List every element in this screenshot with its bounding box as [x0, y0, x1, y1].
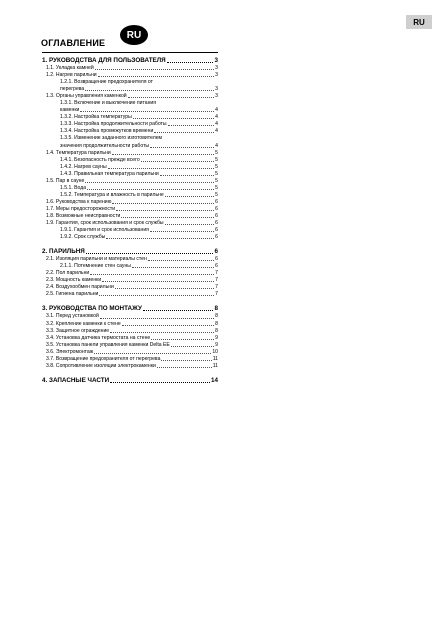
toc-page-number: 6 [215, 227, 218, 234]
dot-leader [133, 118, 214, 119]
toc-entry [42, 335, 218, 342]
toc-page-number: 3 [214, 57, 218, 64]
toc-page-number: 4 [215, 121, 218, 128]
toc-entry-title: 1.3.2. Настройка температуры [60, 114, 132, 121]
toc-page-number: 6 [214, 248, 218, 256]
toc-entry [42, 164, 218, 171]
toc-entry-title: 3.4. Установка датчика термостата на стене [46, 334, 151, 341]
dot-leader [161, 360, 211, 361]
toc-entry [42, 72, 218, 79]
toc-entry [42, 342, 218, 349]
toc-entry [42, 291, 218, 298]
dot-leader [150, 231, 214, 232]
toc-entry [42, 356, 218, 363]
table-of-contents [42, 52, 218, 385]
dot-leader [85, 182, 214, 183]
toc-entry-title: 1.9. Гарантия, срок использования и срок службы [46, 220, 164, 227]
toc-page-number: 8 [214, 305, 218, 313]
toc-entry-title: 1.5.2. Температура и влажность в парильне [60, 191, 164, 198]
toc-page-number: 6 [215, 234, 218, 241]
dot-leader [80, 111, 214, 112]
dot-leader [86, 253, 214, 254]
toc-entry-title: 1.4.3. Правильная температура парильни [60, 170, 159, 177]
toc-page-number: 5 [215, 163, 218, 170]
toc-page-number: 3 [215, 72, 218, 79]
dot-leader [102, 281, 214, 282]
dot-leader [154, 132, 214, 133]
page-title: ОГЛАВЛЕНИЕ [41, 38, 106, 48]
toc-entry-title: 1.3.3. Настройка продолжительности работы [60, 121, 167, 128]
toc-section-entry [42, 247, 218, 256]
toc-entry [42, 128, 218, 135]
toc-entry [42, 79, 218, 86]
toc-entry-title: 1.4.1. Безопасность прежде всего [60, 156, 140, 163]
toc-entry [42, 284, 218, 291]
toc-page-number: 5 [215, 191, 218, 198]
toc-entry-title: 1.2. Нагрев парильни [46, 72, 97, 79]
toc-page-number: 4 [215, 142, 218, 149]
toc-entry [42, 234, 218, 241]
dot-leader [115, 288, 214, 289]
toc-entry [42, 150, 218, 157]
toc-page-number: 7 [215, 277, 218, 284]
toc-entry-title: 3. РУКОВОДСТВА ПО МОНТАЖУ [42, 305, 142, 313]
toc-page-number: 4 [215, 107, 218, 114]
toc-page-number: 5 [215, 184, 218, 191]
toc-page-number: 11 [212, 355, 218, 362]
toc-page-number: 5 [215, 149, 218, 156]
toc-entry-title: 3.8. Сопротивление изоляции электрокаменки [46, 362, 156, 369]
toc-page-number: 5 [215, 170, 218, 177]
toc-entry-title: 1.5.1. Вода [60, 184, 87, 191]
toc-entry [42, 349, 218, 356]
toc-entry [42, 185, 218, 192]
dot-leader [94, 353, 211, 354]
toc-entry [42, 93, 218, 100]
toc-entry-title: 3.3. Защитное ограждение [46, 327, 110, 334]
toc-page-number: 4 [215, 128, 218, 135]
toc-entry [42, 135, 218, 142]
dot-leader [143, 310, 214, 311]
toc-page-number: 11 [212, 362, 218, 369]
toc-entry-title: 1.1. Укладка камней [46, 65, 94, 71]
toc-page-number: 8 [215, 313, 218, 320]
toc-entry-title: 2.1.1. Потемнение стен сауны [60, 263, 131, 270]
toc-entry [42, 213, 218, 220]
dot-leader [167, 62, 214, 63]
toc-section-entry [42, 376, 218, 385]
dot-leader [87, 189, 214, 190]
dot-leader [108, 168, 214, 169]
toc-entry-title: 1.4.2. Нагрев сауны [60, 163, 107, 170]
dot-leader [148, 260, 214, 261]
toc-page-number: 7 [215, 291, 218, 298]
toc-entry-title: 3.2. Крепление каменки к стене [46, 320, 121, 327]
toc-entry-title: 1.4. Температура парильни [46, 149, 111, 156]
toc-page-number: 9 [215, 334, 218, 341]
toc-page-number: 3 [215, 65, 218, 71]
toc-entry [42, 220, 218, 227]
toc-page-number: 14 [210, 376, 218, 384]
toc-entry-title: 1.9.2. Срок службы [60, 234, 106, 241]
toc-entry-title: 3.6. Электромонтаж [46, 348, 94, 355]
toc-page-number: 10 [212, 348, 218, 355]
toc-page-number: 5 [215, 156, 218, 163]
toc-entry [42, 256, 218, 263]
toc-entry-title: каменки [60, 107, 80, 114]
title-divider [42, 52, 218, 53]
dot-leader [112, 203, 214, 204]
toc-entry [42, 270, 218, 277]
toc-page-number: 6 [215, 212, 218, 219]
toc-page-number: 3 [215, 93, 218, 100]
toc-entry-title: 1.8. Возможные неисправности [46, 212, 121, 219]
toc-entry-title: 1.6. Руководства к парению [46, 198, 112, 205]
language-badge: RU [120, 25, 148, 45]
toc-entry-title: 1.7. Меры предосторожности [46, 205, 116, 212]
toc-entry-title: 2.3. Мощность каменки [46, 277, 102, 284]
dot-leader [168, 125, 215, 126]
toc-page-number: 6 [215, 263, 218, 270]
dot-leader [116, 210, 214, 211]
dot-leader [110, 332, 214, 333]
dot-leader [110, 382, 210, 383]
toc-entry [42, 321, 218, 328]
toc-entry [42, 277, 218, 284]
dot-leader [100, 318, 214, 319]
toc-entry [42, 263, 218, 270]
toc-entry-title: 1.3.4. Настройка промежутков времени [60, 128, 154, 135]
dot-leader [90, 274, 214, 275]
dot-leader [157, 367, 212, 368]
toc-entry-title: 1.2.1. Возвращение предохранителя от [60, 79, 153, 86]
toc-entry-title: 2.4. Воздухообмен парильни [46, 284, 114, 291]
toc-entry-title: 1.3.5. Изменение заданного изготовителем [60, 135, 163, 142]
toc-entry-title: 2.1. Изоляция парильни и материалы стен [46, 256, 147, 263]
toc-page-number: 6 [215, 198, 218, 205]
toc-section-entry [42, 56, 218, 65]
toc-entry-title: 3.7. Возвращение предохранителя от перегрева [46, 355, 161, 362]
toc-entry-title: 3.1. Перед установкой [46, 313, 99, 320]
toc-entry-title: значения продолжительности работы [60, 142, 150, 149]
toc-page-number: 8 [215, 327, 218, 334]
toc-page-number: 5 [215, 177, 218, 184]
toc-page-number: 6 [215, 220, 218, 227]
dot-leader [128, 97, 214, 98]
language-code-corner: RU [406, 15, 432, 29]
dot-leader [141, 161, 214, 162]
toc-page-number: 6 [215, 205, 218, 212]
toc-page-number: 9 [215, 341, 218, 348]
toc-entry-title: 1.9.1. Гарантия и срок использования [60, 227, 149, 234]
toc-entry-title: 1. РУКОВОДСТВА ДЛЯ ПОЛЬЗОВАТЕЛЯ [42, 57, 166, 64]
dot-leader [150, 147, 214, 148]
dot-leader [98, 76, 215, 77]
toc-entry [42, 206, 218, 213]
toc-entry [42, 157, 218, 164]
toc-entry [42, 143, 218, 150]
dot-leader [85, 90, 214, 91]
toc-page-number: 8 [215, 320, 218, 327]
toc-entry-title: 3.5. Установка панели управления каменки Delta EE [46, 341, 170, 348]
toc-entry [42, 65, 218, 72]
dot-leader [165, 224, 215, 225]
toc-entry-title: 2.2. Пол парильни [46, 270, 90, 277]
toc-entry-title: 1.3. Органы управления каменкой [46, 93, 127, 100]
toc-entry-title: 1.5. Пар в сауне [46, 177, 85, 184]
toc-entry [42, 313, 218, 320]
toc-entry-title: перегрева [60, 86, 85, 93]
toc-entry [42, 227, 218, 234]
dot-leader [106, 238, 214, 239]
dot-leader [160, 175, 214, 176]
toc-entry [42, 171, 218, 178]
dot-leader [112, 154, 214, 155]
toc-entry [42, 192, 218, 199]
toc-page-number: 7 [215, 284, 218, 291]
dot-leader [165, 196, 214, 197]
toc-entry [42, 328, 218, 335]
dot-leader [151, 339, 214, 340]
toc-entry-title: 2.5. Гигиена парильни [46, 291, 99, 298]
toc-page-number: 7 [215, 270, 218, 277]
toc-entry-title: 1.3.1. Включение и выключение питания [60, 100, 157, 107]
dot-leader [132, 267, 214, 268]
toc-page-number: 3 [215, 86, 218, 93]
toc-entry-title: 2. ПАРИЛЬНЯ [42, 248, 85, 256]
dot-leader [99, 295, 214, 296]
toc-page-number: 4 [215, 114, 218, 121]
toc-entry-title: 4. ЗАПАСНЫЕ ЧАСТИ [42, 376, 110, 384]
dot-leader [95, 69, 214, 70]
dot-leader [122, 325, 214, 326]
toc-entry [42, 100, 218, 107]
toc-entry [42, 178, 218, 185]
dot-leader [171, 346, 214, 347]
toc-entry [42, 199, 218, 206]
toc-page-number: 6 [215, 256, 218, 263]
toc-entry [42, 363, 218, 370]
dot-leader [121, 217, 214, 218]
